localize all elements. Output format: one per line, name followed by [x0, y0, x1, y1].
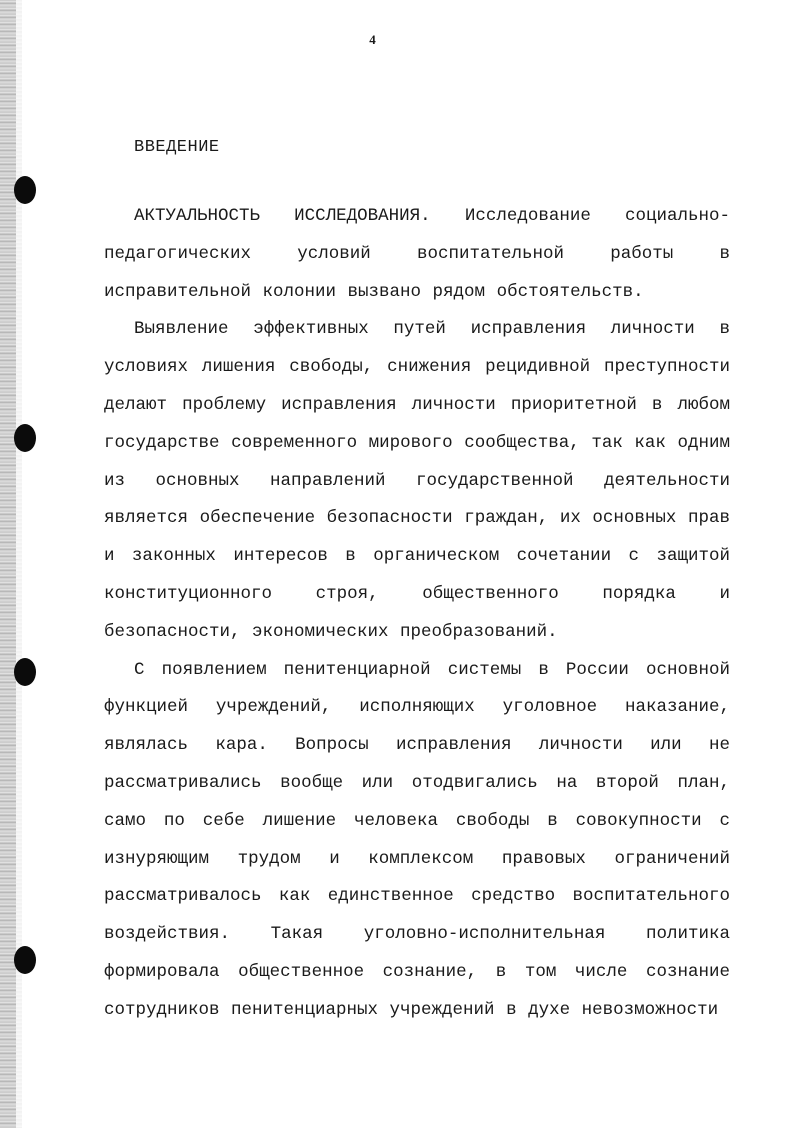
section-heading: ВВЕДЕНИЕ — [134, 138, 220, 157]
paragraph-relevance: АКТУАЛЬНОСТЬ ИССЛЕДОВАНИЯ. Исследование социально-педагогических условий воспитательной работы в исправительной колонии вызвано рядом обстоятельств. — [104, 206, 730, 302]
punch-hole — [14, 176, 36, 204]
scan-speck — [680, 1046, 690, 1050]
paragraph-penitentiary-history: С появлением пенитенциарной системы в России основной функцией учреждений, исполняющих уголовное наказание, являлась кара. Вопросы исправления личности или не рассматривались вообще или отодвигались на второй план, само по себе лишение человека свободы в совокупности с изнуряющим трудом и комплексом правовых ограничений рассматривалось как единственное средство воспитательного воздействия. Такая уголовно-исполнительная политика формировала общественное сознание, в том числе сознание сотрудников пенитенциарных учреждений в духе невозможности — [104, 659, 730, 1020]
paragraph-correction-paths: Выявление эффективных путей исправления личности в условиях лишения свободы, снижения рецидивной преступности делают проблему исправления личности приоритетной в любом государстве современного мирового сообщества, так как одним из основных направлений государственной деятельности является обеспечение безопасности граждан, их основных прав и законных интересов в органическом сочетании с защитой конституционного строя, общественного порядка и безопасности, экономических преобразований. — [104, 319, 730, 642]
punch-hole — [14, 658, 36, 686]
page-number: 4 — [369, 32, 376, 47]
punch-hole — [14, 946, 36, 974]
body-text — [104, 198, 730, 1030]
punch-hole — [14, 424, 36, 452]
